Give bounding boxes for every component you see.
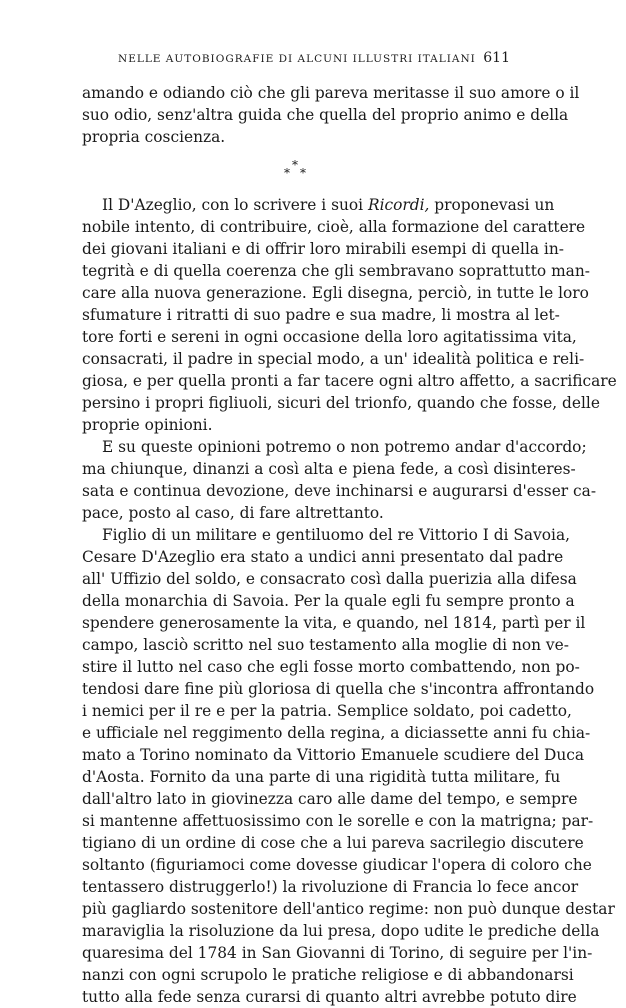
text-line: all' Uffizio del soldo, e consacrato così dalla puerizia alla difesa <box>82 570 577 588</box>
text-fragment: Il D'Azeglio, con lo scrivere i suoi <box>102 196 368 214</box>
text-line: pace, posto al caso, di fare altrettanto. <box>82 504 384 522</box>
text-line: tore forti e sereni in ogni occasione della loro agitatissima vita, <box>82 328 577 346</box>
text-line: più gagliardo sostenitore dell'antico regime: non può dunque destar <box>82 900 615 918</box>
text-line: soltanto (figuriamoci come dovesse giudicar l'opera di coloro che <box>82 856 592 874</box>
text-line: proprie opinioni. <box>82 416 213 434</box>
text-line: persino i propri figliuoli, sicuri del trionfo, quando che fosse, delle <box>82 394 600 412</box>
text-line: stire il lutto nel caso che egli fosse morto combattendo, non po- <box>82 658 580 676</box>
text-line: ma chiunque, dinanzi a così alta e piena fede, a così disinteres- <box>82 460 576 478</box>
text-line: tegrità e di quella coerenza che gli sembravano soprattutto man- <box>82 262 590 280</box>
text-line <box>82 194 555 216</box>
text-line: giosa, e per quella pronti a far tacere ogni altro affetto, a sacrificare <box>82 372 617 390</box>
text-line: consacrati, il padre in special modo, a un' idealità politica e reli- <box>82 350 585 368</box>
running-title: NELLE AUTOBIOGRAFIE DI ALCUNI ILLUSTRI ITALIANI <box>118 53 476 65</box>
text-line: d'Aosta. Fornito da una parte di una rigidità tutta militare, fu <box>82 768 561 786</box>
text-fragment: proponevasi un <box>429 196 555 214</box>
text-line: della monarchia di Savoia. Per la quale egli fu sempre pronto a <box>82 592 575 610</box>
text-line: i nemici per il re e per la patria. Semplice soldato, poi cadetto, <box>82 702 572 720</box>
running-header <box>118 49 510 69</box>
book-title-ricordi: Ricordi, <box>367 196 430 214</box>
text-line: tendosi dare fine più gloriosa di quella che s'incontra affrontando <box>82 680 595 698</box>
text-line: E su queste opinioni potremo o non potremo andar d'accordo; <box>102 438 587 456</box>
text-line: nobile intento, di contribuire, cioè, alla formazione del carattere <box>82 218 586 236</box>
text-line: quaresima del 1784 in San Giovanni di Torino, di seguire per l'in- <box>82 944 593 962</box>
text-line: care alla nuova generazione. Egli disegna, perciò, in tutte le loro <box>82 284 589 302</box>
text-line: mato a Torino nominato da Vittorio Emanuele scudiere del Duca <box>82 746 585 764</box>
text-line: dall'altro lato in giovinezza caro alle dame del tempo, e sempre <box>82 790 578 808</box>
text-line: nanzi con ogni scrupolo le pratiche religiose e di abbandonarsi <box>82 966 574 984</box>
page-number: 611 <box>483 50 510 66</box>
text-line: tentassero distruggerlo!) la rivoluzione di Francia lo fece ancor <box>82 878 579 896</box>
text-line: Figlio di un militare e gentiluomo del re Vittorio I di Savoia, <box>102 526 571 544</box>
text-line: tutto alla fede senza curarsi di quanto altri avrebbe potuto dire <box>82 988 577 1006</box>
text-line: maraviglia la risoluzione da lui presa, dopo udite le prediche della <box>82 922 600 940</box>
text-line: Cesare D'Azeglio era stato a undici anni presentato dal padre <box>82 548 564 566</box>
text-line: amando e odiando ciò che gli pareva meritasse il suo amore o il <box>82 84 580 102</box>
text-line: spendere generosamente la vita, e quando, nel 1814, partì per il <box>82 614 586 632</box>
text-line: campo, lasciò scritto nel suo testamento alla moglie di non ve- <box>82 636 569 654</box>
body-text <box>82 82 617 1008</box>
text-line: propria coscienza. <box>82 128 226 146</box>
asterism: * * * <box>284 158 306 180</box>
text-line: e ufficiale nel reggimento della regina, a diciassette anni fu chia- <box>82 724 591 742</box>
text-line: tigiano di un ordine di cose che a lui pareva sacrilegio discutere <box>82 834 584 852</box>
text-line: si mantenne affettuosissimo con le sorelle e con la matrigna; par- <box>82 812 594 830</box>
text-line: dei giovani italiani e di offrir loro mirabili esempi di quella in- <box>82 240 564 258</box>
text-line: sfumature i ritratti di suo padre e sua madre, li mostra al let- <box>82 306 560 324</box>
text-line: suo odio, senz'altra guida che quella del proprio animo e della <box>82 106 569 124</box>
text-line: sata e continua devozione, deve inchinarsi e augurarsi d'esser ca- <box>82 482 597 500</box>
section-separator <box>82 148 512 194</box>
